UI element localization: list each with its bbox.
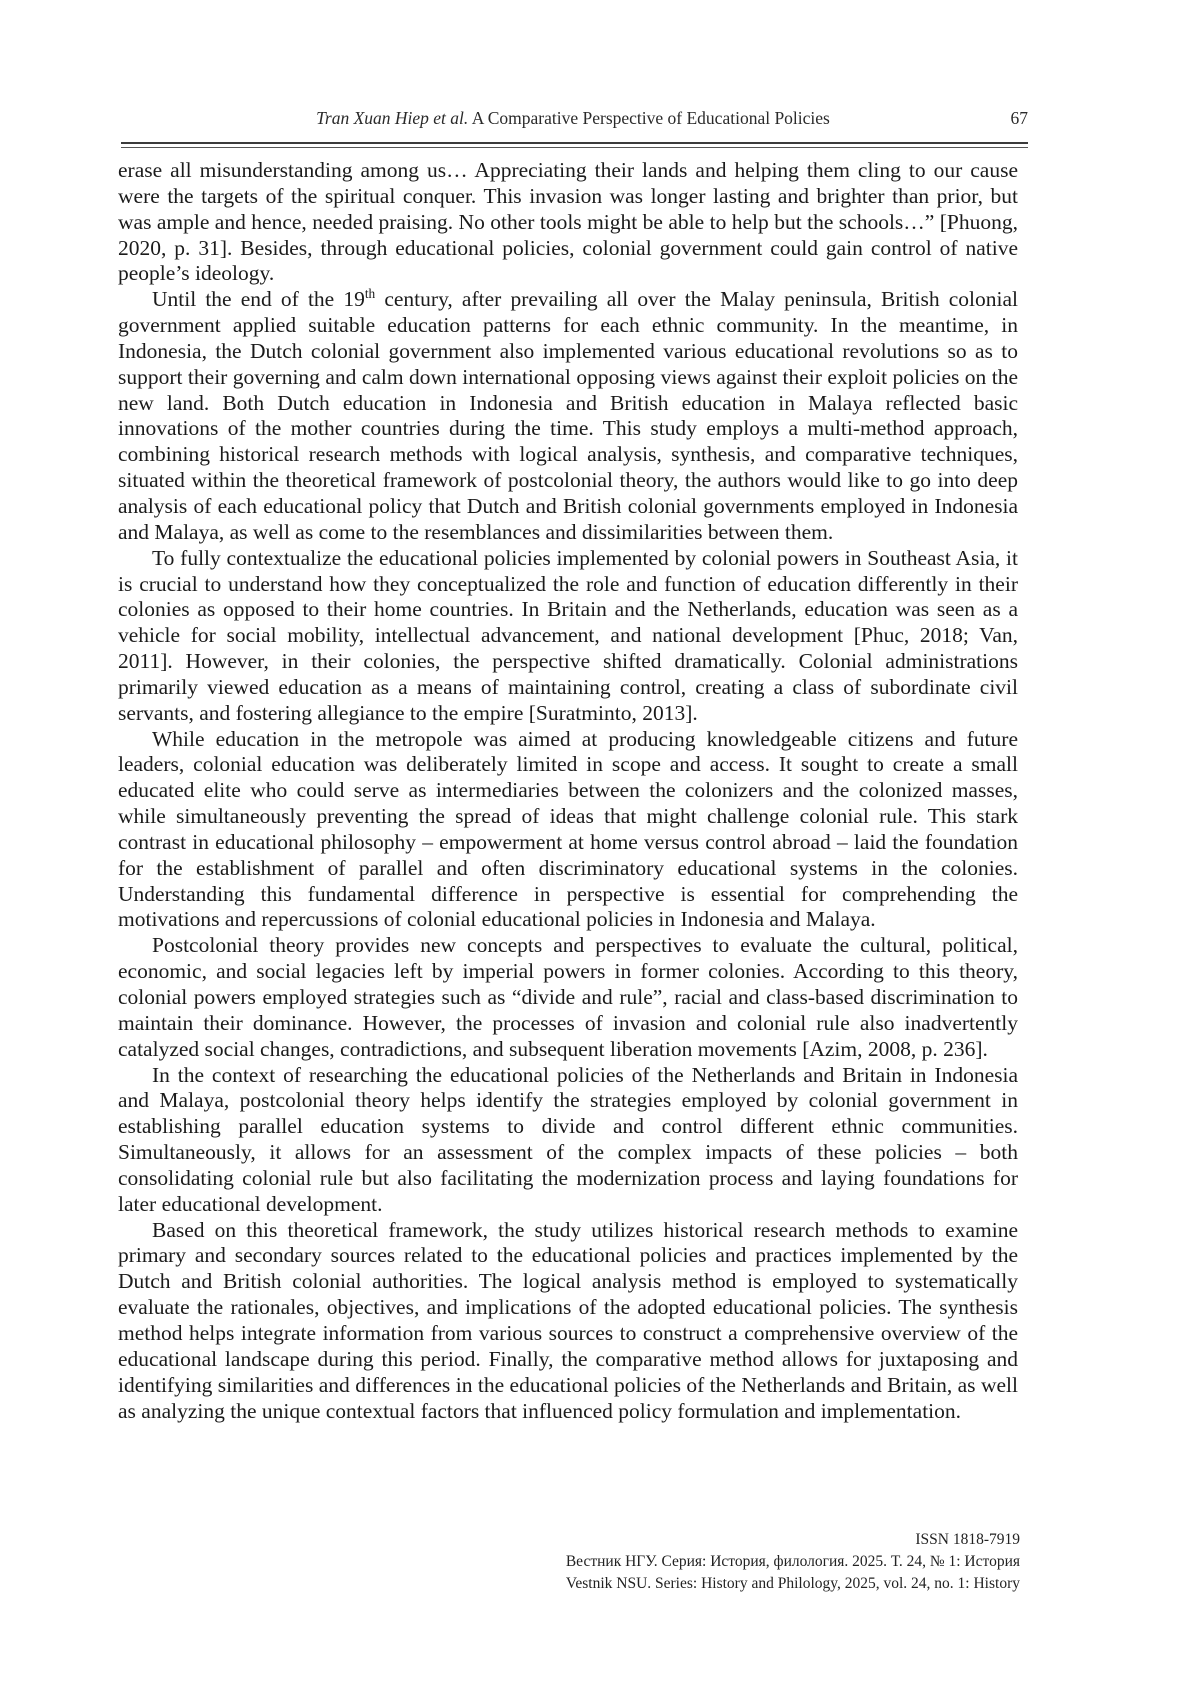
- imprint-line-english: Vestnik NSU. Series: History and Philology, 2025, vol. 24, no. 1: History: [565, 1575, 1020, 1593]
- imprint-line-russian: Вестник НГУ. Серия: История, филология. 2025. Т. 24, № 1: История: [565, 1553, 1020, 1571]
- article-body: [118, 158, 1018, 1424]
- paragraph-7: Based on this theoretical framework, the study utilizes historical research methods to examine primary and secondary sources related to the educational policies and practices implemented by the Dutch and British colonial authorities. The logical analysis method is employed to systematically evaluate the rationales, objectives, and implications of the adopted educational policies. The synthesis method helps integrate information from various sources to construct a comprehensive overview of the educational landscape during this period. Finally, the comparative method allows for juxtaposing and identifying similarities and differences in the educational policies of the Netherlands and Britain, as well as analyzing the unique contextual factors that influenced policy formulation and implementation.: [118, 1217, 1018, 1423]
- ordinal-superscript: th: [364, 286, 376, 302]
- running-header-title: A Comparative Perspective of Educational Policies: [468, 108, 830, 128]
- header-divider-rule: [121, 142, 1028, 148]
- issn-line: ISSN 1818-7919: [915, 1531, 1020, 1548]
- paragraph-5: Postcolonial theory provides new concepts and perspectives to evaluate the cultural, political, economic, and social legacies left by imperial powers in former colonies. According to this theory, colonial powers employed strategies such as “divide and rule”, racial and class-based discrimination to maintain their dominance. However, the processes of invasion and colonial rule also inadvertently catalyzed social changes, contradictions, and subsequent liberation movements [Azim, 2008, p. 236].: [118, 933, 1018, 1061]
- running-header: [118, 106, 1028, 130]
- paragraph-3: To fully contextualize the educational policies implemented by colonial powers in Southeast Asia, it is crucial to understand how they conceptualized the role and function of education differently in their colonies as opposed to their home countries. In Britain and the Netherlands, education was seen as a vehicle for social mobility, intellectual advancement, and national development [Phuc, 2018; Van, 2011]. However, in their colonies, the perspective shifted dramatically. Colonial administrations primarily viewed education as a means of maintaining control, creating a class of subordinate civil servants, and fostering allegiance to the empire [Suratminto, 2013].: [118, 545, 1018, 725]
- page-number: 67: [1010, 108, 1028, 128]
- paragraph-6: In the context of researching the educational policies of the Netherlands and Britain in Indonesia and Malaya, postcolonial theory helps identify the strategies employed by colonial government in establishing parallel education systems to divide and control different ethnic communities. Simultaneously, it allows for an assessment of the complex impacts of these policies – both consolidating colonial rule but also facilitating the modernization process and laying foundations for later educational development.: [118, 1062, 1018, 1216]
- paragraph-2: [118, 287, 1018, 545]
- paragraph-1: erase all misunderstanding among us… Appreciating their lands and helping them cling to our cause were the targets of the spiritual conquer. This invasion was longer lasting and brighter than prior, but was ample and hence, needed praising. No other tools might be able to help but the schools…” [Phuong, 2020, p. 31]. Besides, through educational policies, colonial government could gain control of native people’s ideology.: [118, 158, 1018, 286]
- journal-imprint: [118, 1529, 1020, 1596]
- running-header-authors: Tran Xuan Hiep et al.: [316, 108, 469, 128]
- paragraph-2-text-after-superscript: century, after prevailing all over the Malay peninsula, British colonial government applied suitable education patterns for each ethnic community. In the meantime, in Indonesia, the Dutch colonial government also implemented various educational revolutions so as to support their governing and calm down international opposing views against their exploit policies on the new land. Both Dutch education in Indonesia and British education in Malaya reflected basic innovations of the mother countries during the time. This study employs a multi-method approach, combining historical research methods with logical analysis, synthesis, and comparative techniques, situated within the theoretical framework of postcolonial theory, the authors would like to go into deep analysis of each educational policy that Dutch and British colonial governments employed in Indonesia and Malaya, as well as come to the resemblances and dissimilarities between them.: [118, 287, 1018, 544]
- paragraph-4: While education in the metropole was aimed at producing knowledgeable citizens and future leaders, colonial education was deliberately limited in scope and access. It sought to create a small educated elite who could serve as intermediaries between the colonizers and the colonized masses, while simultaneously preventing the spread of ideas that might challenge colonial rule. This stark contrast in educational philosophy – empowerment at home versus control abroad – laid the foundation for the establishment of parallel and often discriminatory educational systems in the colonies. Understanding this fundamental difference in perspective is essential for comprehending the motivations and repercussions of colonial educational policies in Indonesia and Malaya.: [118, 726, 1018, 932]
- paragraph-2-text-before-superscript: Until the end of the 19: [152, 287, 365, 312]
